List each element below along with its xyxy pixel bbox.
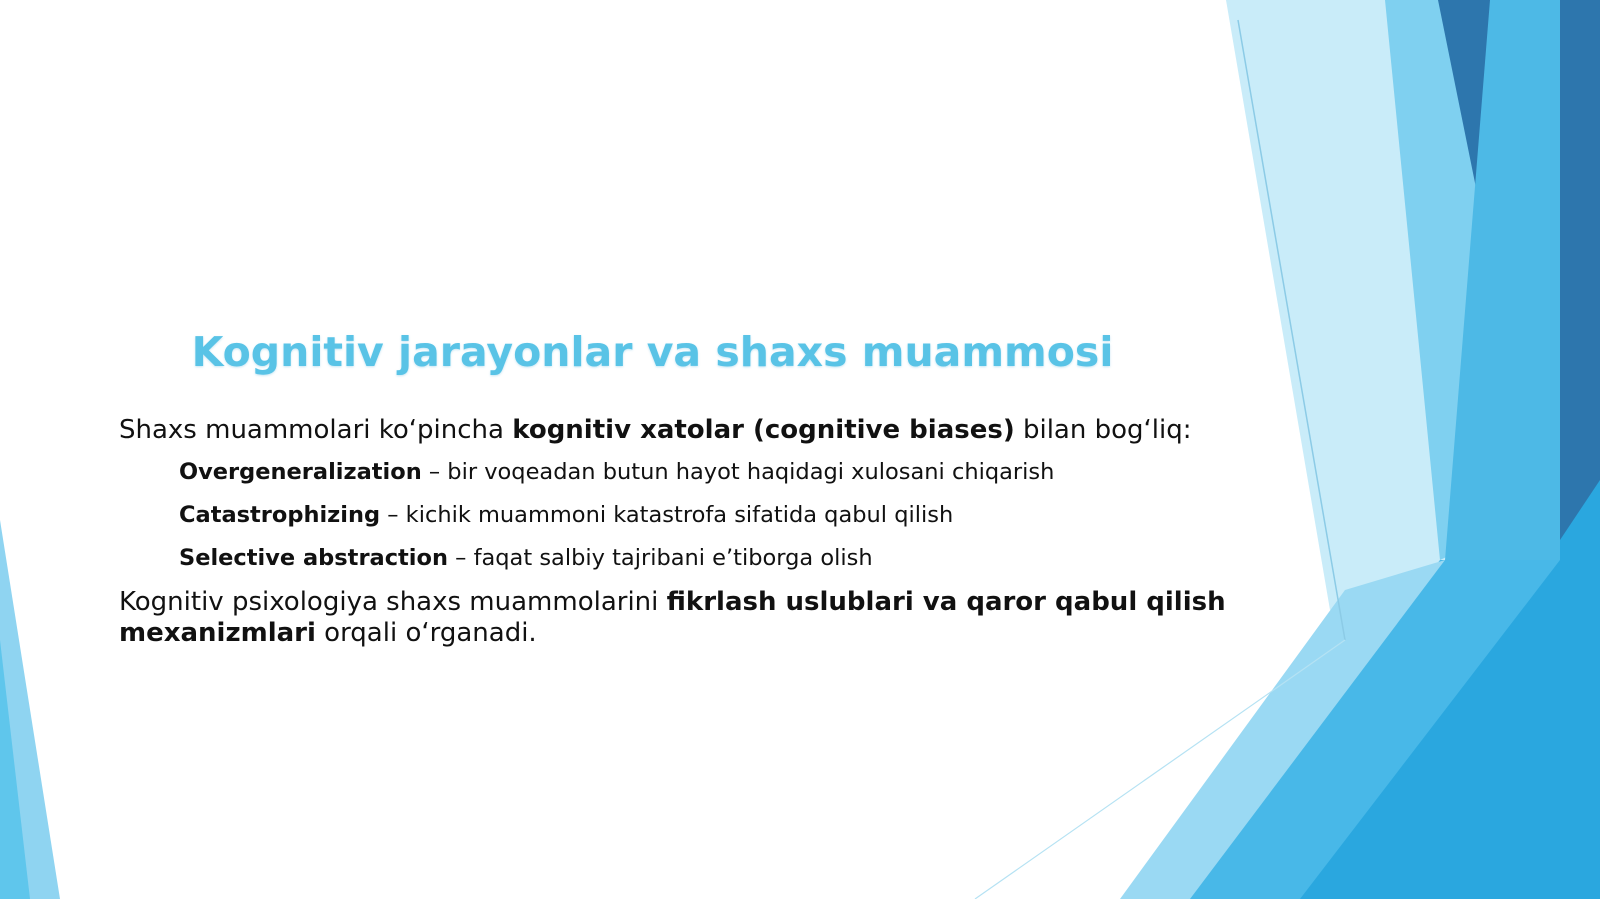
intro-bold-text: kognitiv xatolar (cognitive biases) <box>512 415 1015 445</box>
bias-term: Selective abstraction <box>179 545 449 571</box>
bias-description: – kichik muammoni katastrofa sifatida qabul qilish <box>380 502 954 528</box>
list-item <box>179 458 1239 486</box>
closing-bold-text: fikrlash uslublari va qaror qabul qilish mexanizmlari <box>119 587 1226 648</box>
bias-list <box>179 458 1239 572</box>
bias-description: – bir voqeadan butun hayot haqidagi xulosani chiqarish <box>421 459 1055 485</box>
closing-suffix-text: orqali o‘rganadi. <box>315 618 537 648</box>
bias-term: Catastrophizing <box>179 502 381 528</box>
closing-text: Kognitiv psixologiya shaxs muammolarini <box>119 587 667 617</box>
intro-text: Shaxs muammolari ko‘pincha <box>119 415 513 445</box>
intro-suffix-text: bilan bog‘liq: <box>1014 415 1192 445</box>
list-item <box>179 501 1239 529</box>
slide-title: Kognitiv jarayonlar va shaxs muammosi <box>191 328 1114 376</box>
slide-content <box>119 415 1239 649</box>
closing-paragraph <box>119 587 1239 649</box>
intro-paragraph <box>119 415 1239 446</box>
bias-description: – faqat salbiy tajribani e’tiborga olish <box>448 545 873 571</box>
bias-term: Overgeneralization <box>179 459 422 485</box>
list-item <box>179 544 1239 572</box>
